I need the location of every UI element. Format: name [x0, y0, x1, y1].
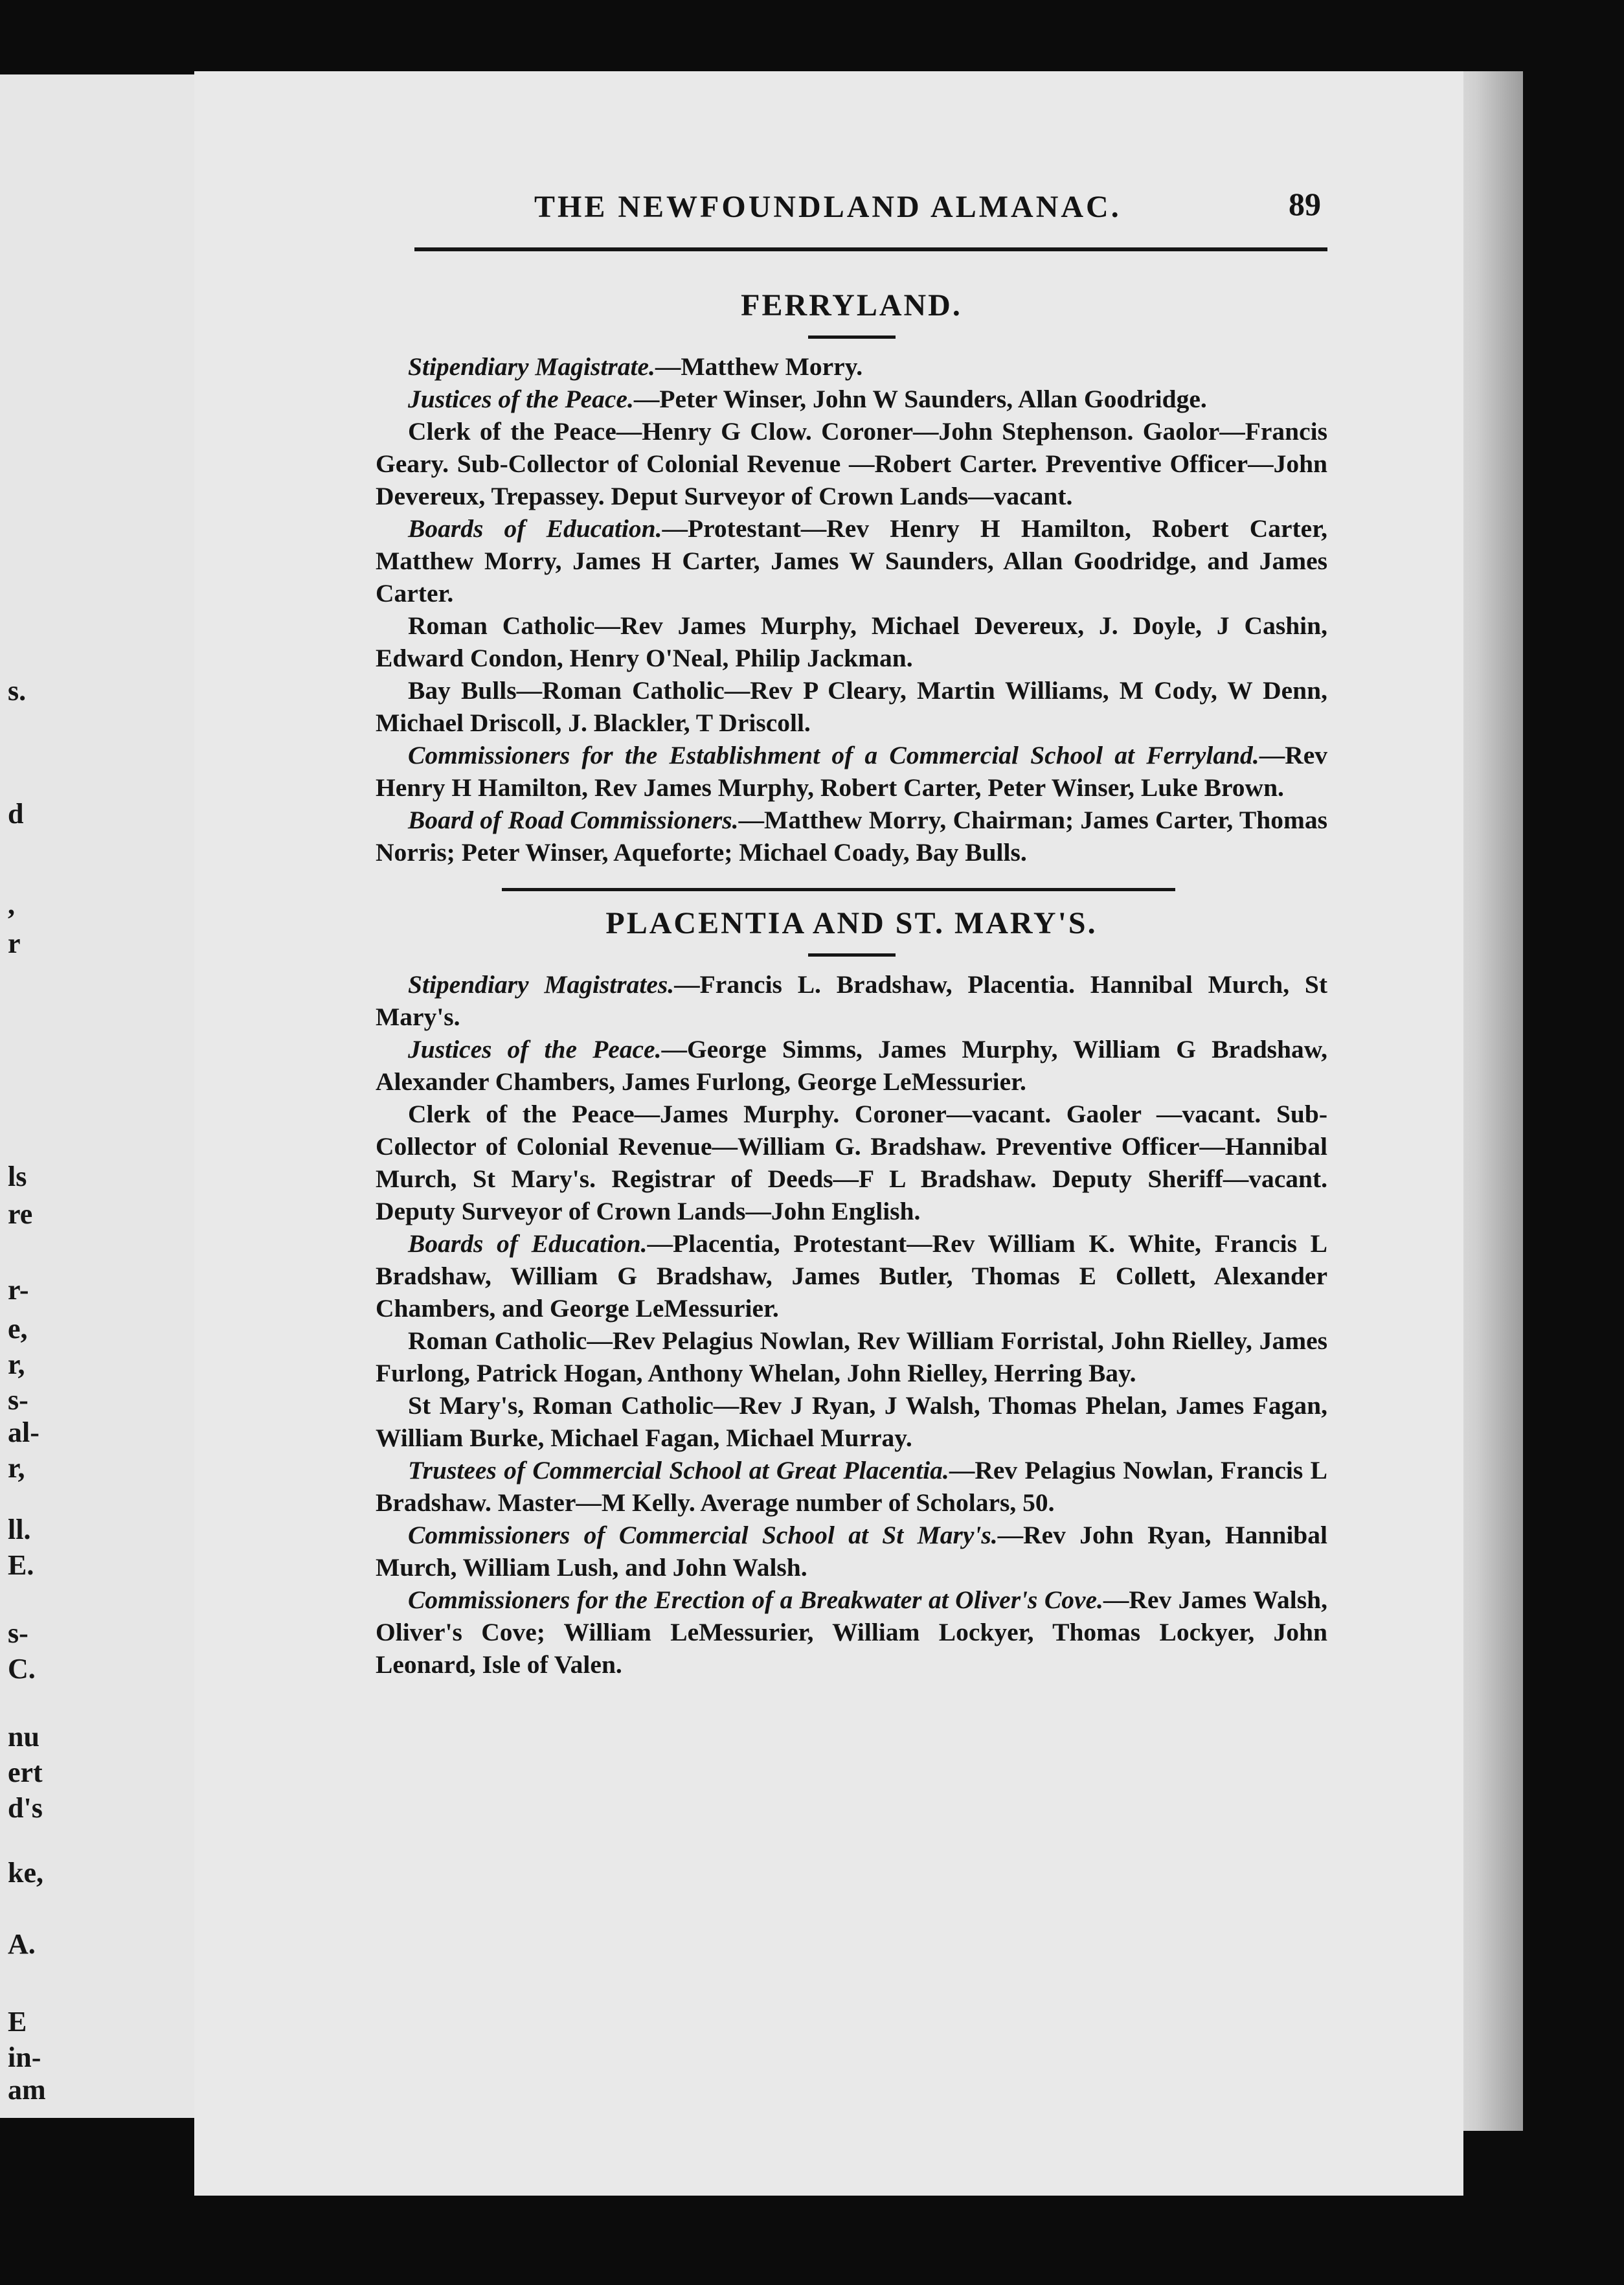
facing-page-fragment: d's [8, 1792, 43, 1824]
paragraph [376, 1227, 1327, 1324]
facing-page-fragment: ls [8, 1161, 27, 1192]
paragraph-text: —Peter Winser, John W Saunders, Allan Goodridge. [633, 385, 1207, 413]
paragraph [376, 804, 1327, 869]
facing-page-fragment: ert [8, 1756, 43, 1788]
facing-page-fragment: am [8, 2074, 46, 2106]
header-rule [414, 247, 1327, 251]
paragraph [376, 1324, 1327, 1389]
paragraph-text: Clerk of the Peace—James Murphy. Coroner—vacant. Gaoler —vacant. Sub-Collector of Colonial Revenue—William G. Bradshaw. Preventive Officer—Hannibal Murch, St Mary's. Registrar of Deeds—F L Bradshaw. Deputy Sheriff—vacant. Deputy Surveyor of Crown Lands—John English. [376, 1100, 1327, 1225]
facing-page-fragment: s- [8, 1384, 28, 1416]
section-ferryland [376, 286, 1327, 869]
paragraph-lead: Justices of the Peace. [408, 385, 634, 413]
facing-page-fragment: r- [8, 1274, 29, 1306]
paragraph [376, 512, 1327, 609]
paragraph-text: —Rev James Walsh, Oliver's Cove; William LeMessurier, William Lockyer, Thomas Lockyer, John Leonard, Isle of Valen. [376, 1586, 1327, 1679]
running-head [376, 175, 1327, 246]
running-head-title: THE NEWFOUNDLAND ALMANAC. [534, 190, 1122, 224]
heading-rule [808, 953, 896, 957]
paragraph [376, 674, 1327, 739]
page-content [376, 175, 1327, 1681]
facing-page-fragment: s. [8, 675, 27, 707]
paragraph-lead: Boards of Education. [408, 1229, 648, 1258]
paragraph-lead: Stipendiary Magistrates. [408, 970, 675, 999]
paragraph-lead: Trustees of Commercial School at Great Placentia. [408, 1456, 949, 1484]
paragraph-text: St Mary's, Roman Catholic—Rev J Ryan, J Walsh, Thomas Phelan, James Fagan, William Burke, Michael Fagan, Michael Murray. [376, 1391, 1327, 1452]
paragraph [376, 739, 1327, 804]
paragraph [376, 383, 1327, 415]
paragraph-text: Clerk of the Peace—Henry G Clow. Coroner—John Stephenson. Gaolor—Francis Geary. Sub-Collector of Colonial Revenue —Robert Carter. Preventive Officer—John Devereux, Trepassey. Deput Surveyor of Crown Lands—vacant. [376, 417, 1327, 510]
facing-page-fragment: E. [8, 1549, 34, 1581]
facing-page-fragment: E [8, 2006, 27, 2038]
paragraph-lead: Stipendiary Magistrate. [408, 352, 655, 381]
paragraph-lead: Commissioners for the Establishment of a Commercial School at Ferryland. [408, 741, 1259, 769]
facing-page-margin [0, 74, 209, 2118]
page-edge [1463, 71, 1523, 2131]
heading-rule [808, 335, 896, 339]
paragraph-lead: Commissioners of Commercial School at St Mary's. [408, 1521, 998, 1549]
paragraph-lead: Board of Road Commissioners. [408, 806, 739, 834]
paragraph-lead: Commissioners for the Erection of a Breakwater at Oliver's Cove. [408, 1586, 1103, 1614]
paragraph-lead: Boards of Education. [408, 514, 662, 543]
paragraph [376, 1584, 1327, 1681]
facing-page-fragment: al- [8, 1416, 39, 1448]
paragraph-text: Roman Catholic—Rev James Murphy, Michael Devereux, J. Doyle, J Cashin, Edward Condon, Henry O'Neal, Philip Jackman. [376, 611, 1327, 672]
facing-page-fragment: ke, [8, 1857, 43, 1889]
paragraph [376, 609, 1327, 674]
facing-page-fragment: r [8, 927, 21, 959]
paragraph [376, 1454, 1327, 1519]
paragraph-text: —Rev John Ryan, Hannibal Murch, William Lush, and John Walsh. [376, 1521, 1327, 1582]
paragraph-text: —Rev Pelagius Nowlan, Francis L Bradshaw. Master—M Kelly. Average number of Scholars, 50. [376, 1456, 1327, 1517]
paragraph [376, 1389, 1327, 1454]
facing-page-fragment: nu [8, 1721, 39, 1753]
facing-page-fragment: re [8, 1198, 33, 1230]
section-heading: PLACENTIA AND ST. MARY'S. [605, 906, 1098, 940]
facing-page-fragment: s- [8, 1617, 28, 1649]
paragraph-lead: Justices of the Peace. [408, 1035, 662, 1063]
paragraph [376, 1519, 1327, 1584]
paragraph-text: —Matthew Morry. [655, 352, 863, 381]
facing-page-fragment: ll. [8, 1514, 31, 1545]
facing-page-fragment: d [8, 798, 24, 830]
paragraph-text: Bay Bulls—Roman Catholic—Rev P Cleary, Martin Williams, M Cody, W Denn, Michael Driscoll, J. Blackler, T Driscoll. [376, 676, 1327, 737]
facing-page-fragment: in- [8, 2041, 41, 2073]
section-heading: FERRYLAND. [741, 288, 962, 323]
facing-page-fragment: , [8, 889, 15, 920]
paragraph-text: Roman Catholic—Rev Pelagius Nowlan, Rev William Forristal, John Rielley, James Furlong, Patrick Hogan, Anthony Whelan, John Rielley, Herring Bay. [376, 1326, 1327, 1387]
facing-page-fragment: r, [8, 1348, 25, 1380]
section-divider [502, 888, 1175, 891]
paragraph [376, 1098, 1327, 1227]
paragraph-text: —Francis L. Bradshaw, Placentia. Hannibal Murch, St Mary's. [376, 970, 1327, 1031]
facing-page-fragment: e, [8, 1313, 28, 1345]
facing-page-fragment: r, [8, 1452, 25, 1484]
facing-page-fragment: C. [8, 1653, 36, 1685]
paragraph-text: —Protestant—Rev Henry H Hamilton, Robert Carter, Matthew Morry, James H Carter, James W Saunders, Allan Goodridge, and James Carter. [376, 514, 1327, 608]
facing-page-fragment: A. [8, 1928, 36, 1960]
paragraph [376, 968, 1327, 1033]
paragraph-text: —George Simms, James Murphy, William G Bradshaw, Alexander Chambers, James Furlong, George LeMessurier. [376, 1035, 1327, 1096]
paragraph-text: —Rev Henry H Hamilton, Rev James Murphy, Robert Carter, Peter Winser, Luke Brown. [376, 741, 1327, 802]
paragraph-text: —Placentia, Protestant—Rev William K. White, Francis L Bradshaw, William G Bradshaw, James Butler, Thomas E Collett, Alexander Chambers, and George LeMessurier. [376, 1229, 1327, 1323]
paragraph [376, 415, 1327, 512]
paragraph-text: —Matthew Morry, Chairman; James Carter, Thomas Norris; Peter Winser, Aqueforte; Michael Coady, Bay Bulls. [376, 806, 1328, 867]
paragraph [376, 350, 1327, 383]
page-number: 89 [1289, 186, 1321, 222]
section-placentia [376, 904, 1327, 1681]
paragraph [376, 1033, 1327, 1098]
